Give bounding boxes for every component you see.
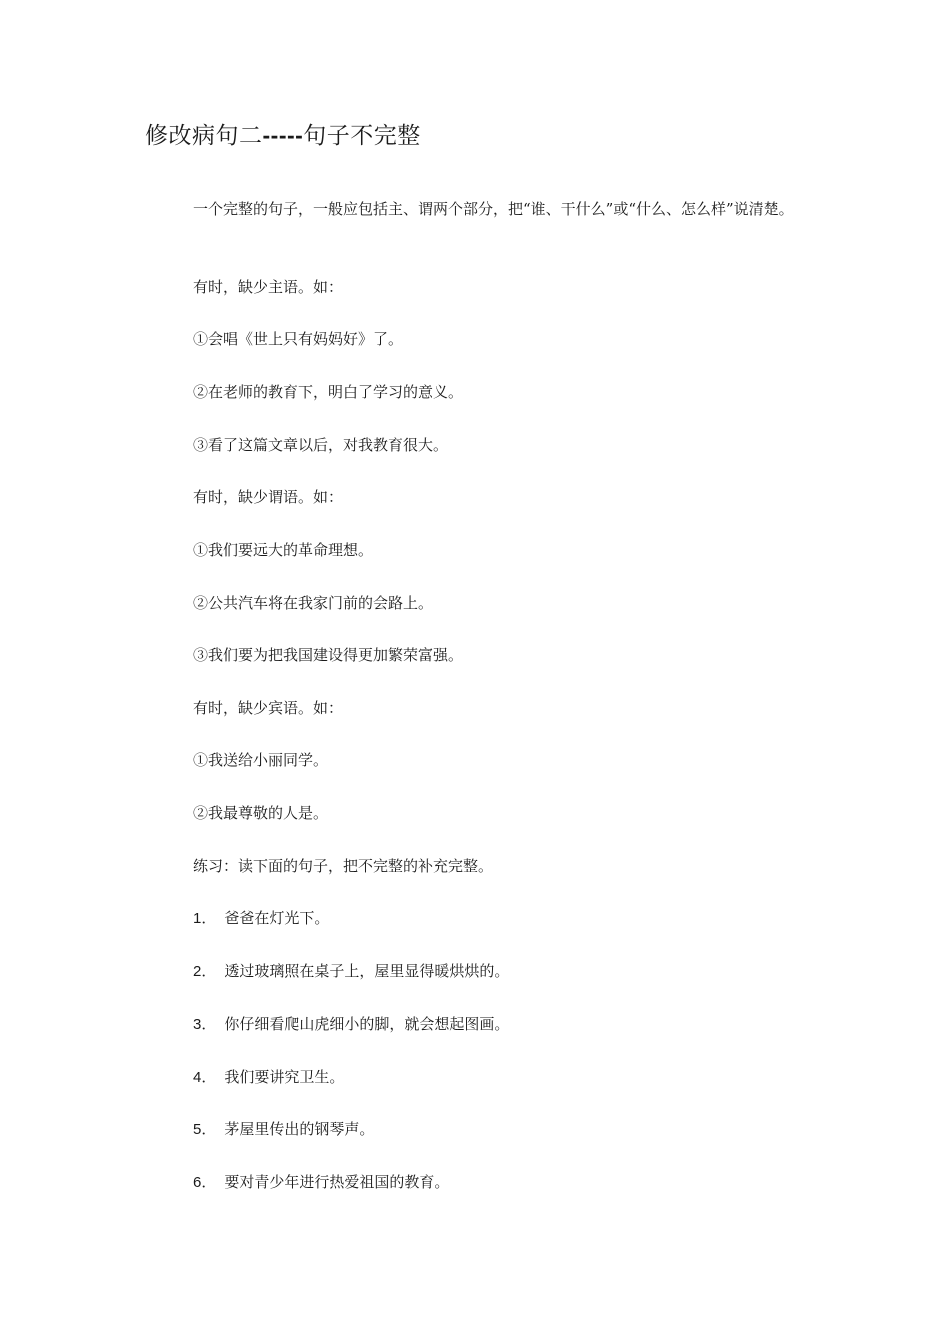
title-part-2: 句子不完整 bbox=[303, 123, 421, 149]
title-dashes: ----- bbox=[262, 122, 304, 148]
exercise-text: 要对青少年进行热爱祖国的教育。 bbox=[224, 1173, 450, 1191]
exercise-number: 2． bbox=[193, 963, 217, 980]
exercise-item bbox=[193, 1013, 509, 1036]
predicate-heading: 有时，缺少谓语。如： bbox=[193, 488, 344, 506]
exercise-text: 我们要讲究卫生。 bbox=[224, 1068, 345, 1086]
exercise-text: 茅屋里传出的钢琴声。 bbox=[224, 1120, 375, 1138]
exercise-item bbox=[193, 960, 509, 983]
title-part-1: 修改病句二 bbox=[145, 123, 263, 149]
object-example-1: ①我送给小丽同学。 bbox=[193, 751, 329, 769]
exercise-text: 爸爸在灯光下。 bbox=[224, 909, 330, 927]
subject-example-1: ①会唱《世上只有妈妈好》了。 bbox=[193, 330, 404, 348]
exercise-number: 6． bbox=[193, 1174, 217, 1191]
exercise-number: 5． bbox=[193, 1121, 217, 1138]
exercise-number: 3． bbox=[193, 1016, 217, 1033]
exercise-item bbox=[193, 1066, 344, 1089]
exercise-heading: 练习：读下面的句子，把不完整的补充完整。 bbox=[193, 857, 494, 875]
subject-example-3: ③看了这篇文章以后，对我教育很大。 bbox=[193, 436, 449, 454]
object-example-2: ②我最尊敬的人是。 bbox=[193, 804, 329, 822]
exercise-item bbox=[193, 907, 329, 930]
page-title bbox=[145, 117, 421, 150]
exercise-number: 1． bbox=[193, 910, 217, 927]
predicate-example-1: ①我们要远大的革命理想。 bbox=[193, 541, 374, 559]
object-heading: 有时，缺少宾语。如： bbox=[193, 699, 344, 717]
predicate-example-3: ③我们要为把我国建设得更加繁荣富强。 bbox=[193, 646, 464, 664]
exercise-item bbox=[193, 1171, 449, 1194]
intro-paragraph: 一个完整的句子，一般应包括主、谓两个部分，把“谁、干什么”或“什么、怎么样”说清楚。 bbox=[193, 200, 794, 218]
exercise-number: 4． bbox=[193, 1069, 217, 1086]
exercise-text: 你仔细看爬山虎细小的脚，就会想起图画。 bbox=[224, 1015, 510, 1033]
subject-example-2: ②在老师的教育下，明白了学习的意义。 bbox=[193, 383, 464, 401]
subject-heading: 有时，缺少主语。如： bbox=[193, 278, 344, 296]
predicate-example-2: ②公共汽车将在我家门前的会路上。 bbox=[193, 594, 434, 612]
exercise-text: 透过玻璃照在桌子上，屋里显得暖烘烘的。 bbox=[224, 962, 510, 980]
exercise-item bbox=[193, 1118, 374, 1141]
